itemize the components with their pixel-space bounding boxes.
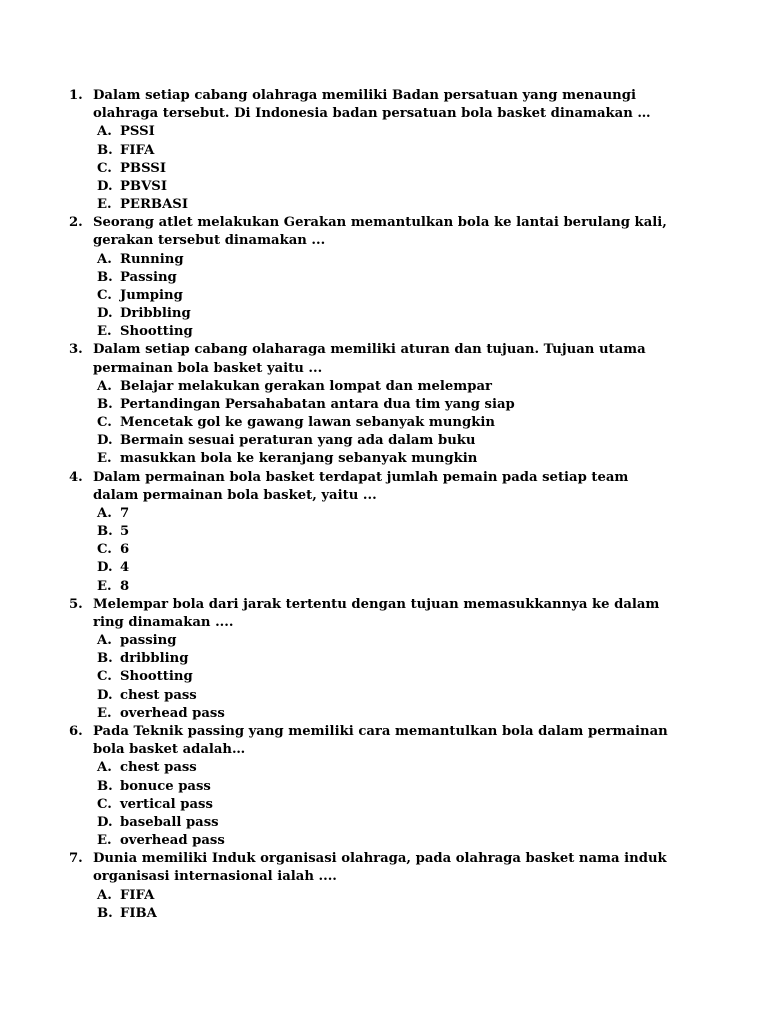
option-text: overhead pass: [120, 832, 225, 848]
option-letter: B.: [97, 142, 113, 158]
question-number: 3.: [69, 342, 83, 358]
question-4: [0, 469, 768, 596]
option-item: [0, 378, 768, 396]
question-stem: [0, 469, 768, 505]
option-text: Running: [120, 251, 184, 267]
question-stem: [0, 341, 768, 377]
option-list: [0, 887, 768, 923]
option-text: chest pass: [120, 760, 197, 776]
option-item: [0, 123, 768, 141]
option-letter: D.: [97, 814, 113, 830]
question-text: Seorang atlet melakukan Gerakan memantulkan bola ke lantai berulang kali, gerakan tersebut dinamakan ...: [93, 215, 667, 249]
question-text: Dalam setiap cabang olahraga memiliki Badan persatuan yang menaungi olahraga tersebut. Di Indonesia badan persatuan bola basket dinamakan …: [93, 88, 651, 122]
option-text: Passing: [120, 269, 177, 285]
option-list: [0, 759, 768, 850]
option-item: [0, 251, 768, 269]
option-letter: A.: [97, 251, 112, 267]
option-text: Bermain sesuai peraturan yang ada dalam buku: [120, 433, 476, 449]
option-text: Shootting: [120, 324, 193, 340]
question-1: [0, 87, 768, 214]
option-text: passing: [120, 633, 177, 649]
option-item: [0, 814, 768, 832]
option-letter: A.: [97, 505, 112, 521]
option-letter: D.: [97, 560, 113, 576]
option-text: Mencetak gol ke gawang lawan sebanyak mungkin: [120, 415, 495, 431]
option-item: [0, 705, 768, 723]
question-number: 4.: [69, 469, 83, 485]
option-list: [0, 632, 768, 723]
option-letter: E.: [97, 705, 112, 721]
option-item: [0, 414, 768, 432]
option-item: [0, 759, 768, 777]
option-letter: B.: [97, 651, 113, 667]
option-item: [0, 632, 768, 650]
option-item: [0, 687, 768, 705]
question-text: Dalam permainan bola basket terdapat jumlah pemain pada setiap team dalam permainan bola basket, yaitu ...: [93, 469, 629, 503]
option-letter: D.: [97, 687, 113, 703]
option-item: [0, 269, 768, 287]
question-text: Pada Teknik passing yang memiliki cara memantulkan bola dalam permainan bola basket adalah…: [93, 723, 668, 758]
question-stem: [0, 596, 768, 632]
option-text: 8: [120, 578, 130, 594]
option-list: [0, 378, 768, 469]
question-text: Dunia memiliki Induk organisasi olahraga, pada olahraga basket nama induk organisasi internasional ialah ....: [93, 851, 667, 885]
option-list: [0, 505, 768, 596]
option-item: [0, 905, 768, 923]
question-number: 1.: [69, 88, 83, 103]
option-text: 5: [120, 524, 130, 540]
question-text: Dalam setiap cabang olaharaga memiliki aturan dan tujuan. Tujuan utama permainan bola basket yaitu ...: [93, 342, 646, 376]
option-text: Jumping: [120, 287, 183, 303]
option-text: Pertandingan Persahabatan antara dua tim yang siap: [120, 396, 515, 412]
option-item: [0, 323, 768, 341]
option-letter: E.: [97, 832, 112, 848]
exam-page: [0, 87, 768, 923]
option-text: 7: [120, 505, 130, 521]
option-item: [0, 778, 768, 796]
option-letter: E.: [97, 451, 112, 467]
option-letter: C.: [97, 542, 112, 558]
option-letter: D.: [97, 178, 113, 194]
option-text: PBVSI: [120, 178, 167, 194]
option-letter: A.: [97, 633, 112, 649]
option-letter: A.: [97, 378, 112, 394]
option-item: [0, 142, 768, 160]
option-letter: B.: [97, 778, 113, 794]
option-letter: C.: [97, 287, 112, 303]
option-text: Shootting: [120, 669, 193, 685]
option-list: [0, 251, 768, 342]
option-text: Belajar melakukan gerakan lompat dan melempar: [120, 378, 492, 394]
question-number: 6.: [69, 723, 83, 739]
option-list: [0, 123, 768, 214]
option-text: masukkan bola ke keranjang sebanyak mungkin: [120, 451, 478, 467]
question-number: 2.: [69, 215, 83, 231]
option-item: [0, 396, 768, 414]
option-item: [0, 668, 768, 686]
option-item: [0, 450, 768, 468]
option-letter: B.: [97, 905, 113, 921]
option-text: Dribbling: [120, 306, 191, 322]
question-3: [0, 341, 768, 468]
question-5: [0, 596, 768, 723]
option-letter: A.: [97, 760, 112, 776]
option-text: PERBASI: [120, 197, 188, 213]
option-letter: D.: [97, 433, 113, 449]
option-text: baseball pass: [120, 814, 219, 830]
option-text: vertical pass: [120, 796, 213, 812]
option-letter: A.: [97, 887, 112, 903]
option-item: [0, 559, 768, 577]
option-text: dribbling: [120, 651, 189, 667]
option-letter: C.: [97, 415, 112, 431]
option-item: [0, 887, 768, 905]
option-text: FIFA: [120, 887, 155, 903]
option-text: overhead pass: [120, 705, 225, 721]
option-item: [0, 196, 768, 214]
option-letter: C.: [97, 160, 112, 176]
option-item: [0, 505, 768, 523]
option-letter: D.: [97, 306, 113, 322]
option-item: [0, 305, 768, 323]
question-number: 5.: [69, 596, 83, 612]
option-letter: C.: [97, 796, 112, 812]
option-item: [0, 523, 768, 541]
question-stem: [0, 87, 768, 123]
option-text: 6: [120, 542, 130, 558]
option-item: [0, 160, 768, 178]
option-item: [0, 287, 768, 305]
option-letter: A.: [97, 124, 112, 140]
option-item: [0, 178, 768, 196]
option-text: chest pass: [120, 687, 197, 703]
option-text: PSSI: [120, 124, 155, 140]
question-2: [0, 214, 768, 341]
question-6: [0, 723, 768, 850]
question-stem: [0, 723, 768, 759]
question-stem: [0, 214, 768, 250]
option-text: FIFA: [120, 142, 155, 158]
option-text: bonuce pass: [120, 778, 211, 794]
question-stem: [0, 850, 768, 886]
option-item: [0, 541, 768, 559]
question-7: [0, 850, 768, 923]
option-letter: B.: [97, 269, 113, 285]
option-letter: E.: [97, 197, 112, 213]
option-item: [0, 796, 768, 814]
option-text: PBSSI: [120, 160, 166, 176]
option-letter: E.: [97, 578, 112, 594]
option-item: [0, 578, 768, 596]
option-text: 4: [120, 560, 130, 576]
option-text: FIBA: [120, 905, 157, 921]
question-text: Melempar bola dari jarak tertentu dengan tujuan memasukkannya ke dalam ring dinamakan ....: [93, 596, 660, 630]
option-letter: C.: [97, 669, 112, 685]
option-item: [0, 832, 768, 850]
option-letter: B.: [97, 524, 113, 540]
option-letter: E.: [97, 324, 112, 340]
option-letter: B.: [97, 396, 113, 412]
option-item: [0, 650, 768, 668]
option-item: [0, 432, 768, 450]
question-number: 7.: [69, 851, 83, 867]
